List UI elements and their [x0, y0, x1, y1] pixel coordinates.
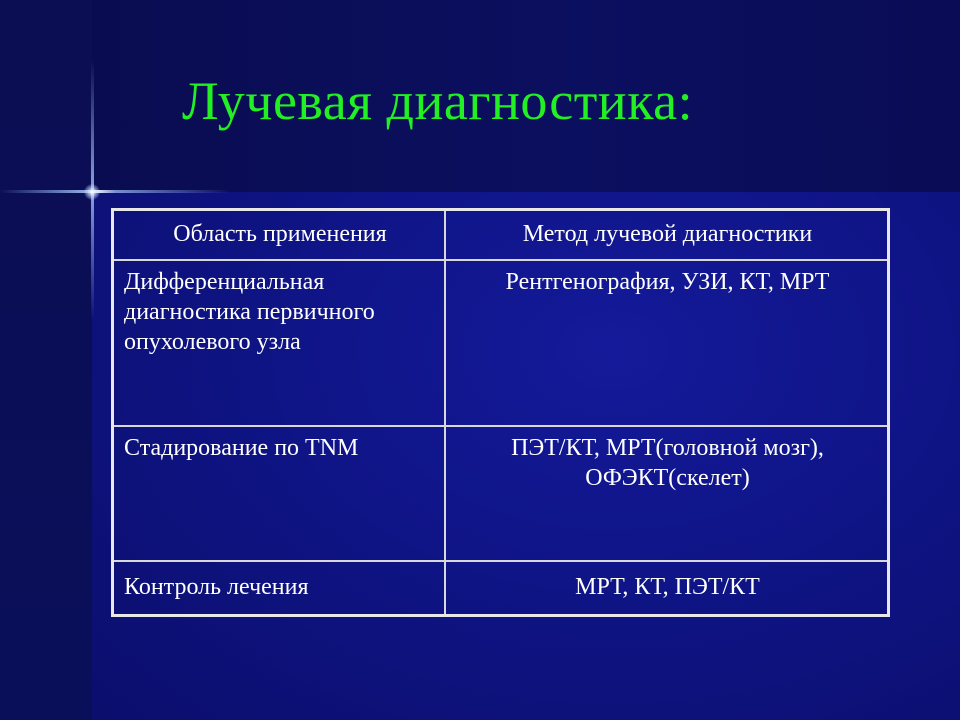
table-row: [113, 260, 889, 426]
cell-method: ПЭТ/КТ, МРТ(головной мозг), ОФЭКТ(скелет): [445, 426, 889, 561]
cell-area: Стадирование по TNM: [113, 426, 446, 561]
cell-method: МРТ, КТ, ПЭТ/КТ: [445, 561, 889, 616]
background-left-band: [0, 0, 92, 720]
light-flare-horizontal: [0, 190, 230, 193]
table-row: [113, 561, 889, 616]
light-flare-center: [84, 184, 100, 200]
cell-method: Рентгенография, УЗИ, КТ, МРТ: [445, 260, 889, 426]
table-row: [113, 426, 889, 561]
cell-area: Дифференциальная диагностика первичного опухолевого узла: [113, 260, 446, 426]
cell-area: Контроль лечения: [113, 561, 446, 616]
header-area: Область применения: [113, 210, 446, 261]
header-method: Метод лучевой диагностики: [445, 210, 889, 261]
table-header-row: [113, 210, 889, 261]
diagnostics-table: [111, 208, 890, 617]
slide-title: Лучевая диагностика:: [182, 71, 694, 131]
